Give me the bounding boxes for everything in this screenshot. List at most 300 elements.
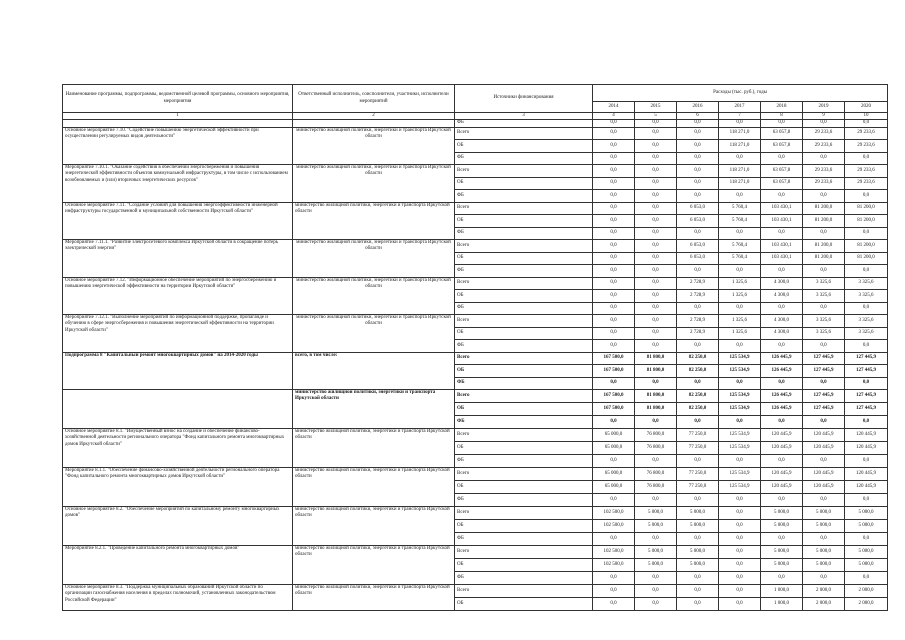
value-cell: 0,0 xyxy=(635,455,677,468)
value-cell: 0,0 xyxy=(593,377,635,390)
value-cell: 63 057,8 xyxy=(761,127,803,140)
funding-source-cell: ФБ xyxy=(455,302,593,315)
value-cell: 0,0 xyxy=(761,572,803,585)
value-cell: 0,0 xyxy=(719,190,761,203)
column-index: 4 xyxy=(593,113,635,120)
value-cell: 0,0 xyxy=(845,120,888,128)
value-cell: 0,0 xyxy=(719,533,761,546)
value-cell: 0,0 xyxy=(677,140,719,153)
value-cell: 81 800,0 xyxy=(635,365,677,378)
value-cell: 63 057,8 xyxy=(761,177,803,190)
funding-source-cell: ФБ xyxy=(455,533,593,546)
value-cell: 0,0 xyxy=(719,455,761,468)
value-cell: 0,0 xyxy=(593,572,635,585)
value-cell: 167 500,0 xyxy=(593,365,635,378)
value-cell: 0,0 xyxy=(593,152,635,165)
value-cell: 81 200,0 xyxy=(845,240,888,253)
value-cell: 0,0 xyxy=(719,227,761,240)
value-cell: 29 233,6 xyxy=(803,140,845,153)
value-cell: 0,0 xyxy=(635,533,677,546)
value-cell: 0,0 xyxy=(845,227,888,240)
table-row xyxy=(63,165,888,178)
value-cell: 5 760,4 xyxy=(719,215,761,228)
value-cell: 120 445,9 xyxy=(845,481,888,494)
funding-source-cell: ФБ xyxy=(455,265,593,278)
funding-source-cell: ОБ xyxy=(455,559,593,572)
value-cell: 0,0 xyxy=(845,416,888,429)
value-cell: 63 057,8 xyxy=(761,165,803,178)
value-cell: 126 445,9 xyxy=(761,352,803,365)
year-header: 2017 xyxy=(719,102,761,113)
value-cell: 65 000,0 xyxy=(593,429,635,442)
funding-source-cell: ФБ xyxy=(455,494,593,507)
responsible-cell xyxy=(293,120,455,128)
value-cell: 0,0 xyxy=(635,302,677,315)
year-header: 2019 xyxy=(803,102,845,113)
responsible-cell: министерство жилищной политики, энергетики и транспорта Иркутской области xyxy=(293,202,455,240)
value-cell: 0,0 xyxy=(593,327,635,340)
year-header: 2015 xyxy=(635,102,677,113)
value-cell: 0,0 xyxy=(677,227,719,240)
responsible-cell: министерство жилищной политики, энергетики и транспорта Иркутской области xyxy=(293,165,455,203)
value-cell: 126 445,9 xyxy=(761,390,803,403)
value-cell: 127 445,9 xyxy=(845,352,888,365)
value-cell: 0,0 xyxy=(635,340,677,353)
value-cell: 0,0 xyxy=(677,152,719,165)
value-cell: 0,0 xyxy=(593,315,635,328)
responsible-cell: министерство жилищной политики, энергетики и транспорта Иркутской области xyxy=(293,546,455,585)
value-cell: 0,0 xyxy=(803,302,845,315)
responsible-cell: всего, в том числе: xyxy=(293,352,455,390)
value-cell: 125 534,9 xyxy=(719,352,761,365)
value-cell: 0,0 xyxy=(677,494,719,507)
funding-source-cell: ОБ xyxy=(455,598,593,611)
value-cell: 0,0 xyxy=(593,533,635,546)
value-cell: 3 325,6 xyxy=(845,290,888,303)
value-cell: 5 000,0 xyxy=(761,559,803,572)
value-cell: 5 000,0 xyxy=(677,520,719,533)
funding-source-cell: Всего xyxy=(455,468,593,481)
value-cell: 0,0 xyxy=(593,252,635,265)
value-cell: 5 000,0 xyxy=(635,507,677,520)
value-cell: 127 445,9 xyxy=(803,390,845,403)
value-cell: 167 500,0 xyxy=(593,390,635,403)
funding-source-cell: Всего xyxy=(455,507,593,520)
column-index: 2 xyxy=(293,113,455,120)
value-cell: 0,0 xyxy=(677,572,719,585)
value-cell: 0,0 xyxy=(635,152,677,165)
value-cell: 5 760,4 xyxy=(719,240,761,253)
value-cell: 0,0 xyxy=(761,265,803,278)
value-cell: 2 728,9 xyxy=(677,277,719,290)
value-cell: 1 325,6 xyxy=(719,327,761,340)
value-cell: 127 445,9 xyxy=(845,390,888,403)
value-cell: 0,0 xyxy=(635,165,677,178)
header-source: Источники финансирования xyxy=(455,85,593,113)
value-cell: 0,0 xyxy=(593,202,635,215)
value-cell: 0,0 xyxy=(635,215,677,228)
value-cell: 5 760,4 xyxy=(719,252,761,265)
value-cell: 0,0 xyxy=(593,494,635,507)
responsible-cell: министерство жилищной политики, энергетики и транспорта Иркутской области xyxy=(293,315,455,353)
value-cell: 103 430,1 xyxy=(761,240,803,253)
value-cell: 0,0 xyxy=(845,572,888,585)
value-cell: 6 053,0 xyxy=(677,202,719,215)
value-cell: 102 500,0 xyxy=(593,507,635,520)
table-row xyxy=(63,277,888,290)
funding-source-cell: ОБ xyxy=(455,252,593,265)
value-cell: 5 000,0 xyxy=(803,507,845,520)
value-cell: 0,0 xyxy=(803,340,845,353)
responsible-cell: министерство жилищной политики, энергетики и транспорта Иркутской области xyxy=(293,507,455,546)
funding-source-cell: ОБ xyxy=(455,177,593,190)
table-row xyxy=(63,546,888,559)
value-cell: 2 728,9 xyxy=(677,315,719,328)
value-cell: 0,0 xyxy=(677,265,719,278)
value-cell: 0,0 xyxy=(593,215,635,228)
value-cell: 0,0 xyxy=(719,416,761,429)
value-cell: 0,0 xyxy=(593,127,635,140)
value-cell: 0,0 xyxy=(761,227,803,240)
value-cell: 0,0 xyxy=(677,127,719,140)
program-name-cell xyxy=(63,390,293,429)
value-cell: 5 000,0 xyxy=(761,546,803,559)
header-responsible: Ответственный исполнитель, соисполнители, участники, исполнители мероприятий xyxy=(293,85,455,113)
value-cell: 76 800,0 xyxy=(635,442,677,455)
value-cell: 0,0 xyxy=(719,494,761,507)
funding-source-cell: Всего xyxy=(455,127,593,140)
value-cell: 0,0 xyxy=(677,190,719,203)
value-cell: 120 445,9 xyxy=(761,481,803,494)
program-name-cell: Основное мероприятие 7.12. "Информационное обеспечение мероприятий по энергосбережению и повышению энергетической эффективности на территории Иркутской области" xyxy=(63,277,293,315)
value-cell: 102 500,0 xyxy=(593,559,635,572)
value-cell: 0,0 xyxy=(593,290,635,303)
value-cell: 5 000,0 xyxy=(635,546,677,559)
value-cell: 120 445,9 xyxy=(761,468,803,481)
program-name-cell: Основное мероприятие 8.1. "Имущественный взнос на создание и обеспечение финансово-хозяйственной деятельности регионального оператора "Фонд капитального ремонта многоквартирных домов Иркутской области" xyxy=(63,429,293,468)
program-name-cell: Основное мероприятие 7.11. "Создание условий для повышения энергоэффективности инженерной инфраструктуры государственной и муниципальной собственности Иркутской области" xyxy=(63,202,293,240)
value-cell: 0,0 xyxy=(761,455,803,468)
budget-document xyxy=(62,84,888,611)
value-cell: 127 445,9 xyxy=(845,365,888,378)
value-cell: 76 800,0 xyxy=(635,468,677,481)
table-row xyxy=(63,352,888,365)
value-cell: 5 000,0 xyxy=(803,559,845,572)
value-cell: 167 500,0 xyxy=(593,352,635,365)
value-cell: 76 800,0 xyxy=(635,429,677,442)
value-cell: 0,0 xyxy=(719,120,761,128)
funding-source-cell: ФБ xyxy=(455,190,593,203)
funding-source-cell: ФБ xyxy=(455,340,593,353)
value-cell: 5 000,0 xyxy=(635,520,677,533)
value-cell: 120 445,9 xyxy=(803,468,845,481)
value-cell: 5 000,0 xyxy=(845,507,888,520)
value-cell: 1 325,6 xyxy=(719,290,761,303)
responsible-cell: министерство жилищной политики, энергетики и транспорта Иркутской области xyxy=(293,468,455,507)
funding-source-cell: Всего xyxy=(455,277,593,290)
value-cell: 125 534,9 xyxy=(719,365,761,378)
responsible-cell: министерство жилищной политики, энергетики и транспорта Иркутской области xyxy=(293,277,455,315)
value-cell: 120 445,9 xyxy=(761,442,803,455)
value-cell: 0,0 xyxy=(635,127,677,140)
value-cell: 120 445,9 xyxy=(845,442,888,455)
column-index: 7 xyxy=(719,113,761,120)
program-name-cell: Мероприятие 8.1.1. "Обеспечение финансово-хозяйственной деятельности регионального оператора "Фонд капитального ремонта многоквартирных домов Иркутской области" xyxy=(63,468,293,507)
table-row xyxy=(63,315,888,328)
value-cell: 2 728,9 xyxy=(677,290,719,303)
year-header: 2016 xyxy=(677,102,719,113)
value-cell: 0,0 xyxy=(593,277,635,290)
funding-source-cell: Всего xyxy=(455,390,593,403)
value-cell: 63 057,8 xyxy=(761,140,803,153)
value-cell: 81 200,0 xyxy=(803,240,845,253)
funding-source-cell: Всего xyxy=(455,240,593,253)
value-cell: 6 053,0 xyxy=(677,252,719,265)
value-cell: 2 728,9 xyxy=(677,327,719,340)
value-cell: 5 000,0 xyxy=(761,520,803,533)
value-cell: 0,0 xyxy=(719,340,761,353)
value-cell: 0,0 xyxy=(635,277,677,290)
expenses-table xyxy=(62,84,888,611)
value-cell: 127 445,9 xyxy=(803,403,845,416)
funding-source-cell: ФБ xyxy=(455,377,593,390)
value-cell: 0,0 xyxy=(593,265,635,278)
value-cell: 5 000,0 xyxy=(845,559,888,572)
value-cell: 1 000,0 xyxy=(761,598,803,611)
header-name: Наименование программы, подпрограммы, ведомственной целевой программы, основного мероприятия, мероприятия xyxy=(63,85,293,113)
funding-source-cell: ФБ xyxy=(455,152,593,165)
value-cell: 0,0 xyxy=(803,533,845,546)
value-cell: 120 445,9 xyxy=(845,429,888,442)
value-cell: 5 760,4 xyxy=(719,202,761,215)
value-cell: 5 000,0 xyxy=(761,507,803,520)
program-name-cell: Основное мероприятие 8.2. "Обеспечение мероприятий по капитальному ремонту многоквартирных домов" xyxy=(63,507,293,546)
value-cell: 0,0 xyxy=(803,152,845,165)
responsible-cell: министерство жилищной политики, энергетики и транспорта Иркутской области xyxy=(293,127,455,165)
value-cell: 77 250,0 xyxy=(677,481,719,494)
funding-source-cell: Всего xyxy=(455,585,593,598)
value-cell: 0,0 xyxy=(677,533,719,546)
value-cell: 81 800,0 xyxy=(635,403,677,416)
value-cell: 2 000,0 xyxy=(845,585,888,598)
value-cell: 82 250,0 xyxy=(677,403,719,416)
program-name-cell xyxy=(63,120,293,128)
value-cell: 0,0 xyxy=(635,252,677,265)
value-cell: 0,0 xyxy=(593,120,635,128)
column-index: 3 xyxy=(455,113,593,120)
value-cell: 81 200,0 xyxy=(803,202,845,215)
value-cell: 4 300,0 xyxy=(761,277,803,290)
value-cell: 125 534,9 xyxy=(719,429,761,442)
value-cell: 76 800,0 xyxy=(635,481,677,494)
funding-source-cell: ФБ xyxy=(455,455,593,468)
value-cell: 3 325,6 xyxy=(803,327,845,340)
value-cell: 4 300,0 xyxy=(761,327,803,340)
value-cell: 0,0 xyxy=(677,585,719,598)
column-index: 10 xyxy=(845,113,888,120)
value-cell: 0,0 xyxy=(719,559,761,572)
value-cell: 0,0 xyxy=(635,190,677,203)
value-cell: 0,0 xyxy=(635,177,677,190)
value-cell: 0,0 xyxy=(845,377,888,390)
responsible-cell: министерство жилищной политики, энергетики и транспорта Иркутской области xyxy=(293,429,455,468)
funding-source-cell: Всего xyxy=(455,202,593,215)
year-header: 2020 xyxy=(845,102,888,113)
value-cell: 0,0 xyxy=(761,340,803,353)
responsible-cell: министерство жилищной политики, энергетики и транспорта Иркутской области xyxy=(293,585,455,611)
value-cell: 0,0 xyxy=(635,598,677,611)
value-cell: 125 534,9 xyxy=(719,390,761,403)
value-cell: 3 325,6 xyxy=(803,315,845,328)
value-cell: 0,0 xyxy=(635,120,677,128)
value-cell: 29 233,6 xyxy=(803,165,845,178)
value-cell: 0,0 xyxy=(593,140,635,153)
program-name-cell: Мероприятие 7.12.1. "Выполнение мероприятий по информационной поддержке, пропаганде и обучению в сфере энергосбережения и повышения энергетической эффективности на территории Иркутской области" xyxy=(63,315,293,353)
table-row xyxy=(63,429,888,442)
value-cell: 0,0 xyxy=(593,177,635,190)
program-name-cell: Мероприятие 8.2.1. "Проведение капитального ремонта многоквартирных домов" xyxy=(63,546,293,585)
value-cell: 0,0 xyxy=(635,202,677,215)
value-cell: 4 300,0 xyxy=(761,290,803,303)
header-row xyxy=(63,85,888,102)
table-row xyxy=(63,240,888,253)
value-cell: 77 250,0 xyxy=(677,468,719,481)
value-cell: 6 053,0 xyxy=(677,215,719,228)
value-cell: 0,0 xyxy=(719,572,761,585)
value-cell: 0,0 xyxy=(803,455,845,468)
column-index: 6 xyxy=(677,113,719,120)
value-cell: 0,0 xyxy=(719,546,761,559)
value-cell: 81 200,0 xyxy=(845,215,888,228)
value-cell: 127 445,9 xyxy=(845,403,888,416)
funding-source-cell: ОБ xyxy=(455,365,593,378)
value-cell: 2 000,0 xyxy=(803,585,845,598)
value-cell: 65 000,0 xyxy=(593,442,635,455)
value-cell: 3 325,6 xyxy=(803,277,845,290)
value-cell: 0,0 xyxy=(761,302,803,315)
value-cell: 0,0 xyxy=(593,455,635,468)
value-cell: 5 000,0 xyxy=(845,520,888,533)
responsible-cell: министерство жилищной политики, энергетики и транспорта Иркутской области xyxy=(293,240,455,278)
value-cell: 0,0 xyxy=(803,377,845,390)
value-cell: 0,0 xyxy=(677,177,719,190)
table-row xyxy=(63,507,888,520)
table-row xyxy=(63,390,888,403)
value-cell: 0,0 xyxy=(635,377,677,390)
funding-source-cell: ОБ xyxy=(455,442,593,455)
value-cell: 0,0 xyxy=(677,416,719,429)
value-cell: 3 325,6 xyxy=(845,277,888,290)
value-cell: 0,0 xyxy=(803,120,845,128)
value-cell: 5 000,0 xyxy=(635,559,677,572)
value-cell: 65 000,0 xyxy=(593,468,635,481)
value-cell: 0,0 xyxy=(845,190,888,203)
value-cell: 103 430,1 xyxy=(761,202,803,215)
program-name-cell: Мероприятие 7.11.1. "Развитие электросетевого комплекса Иркутской области в сокращение потерь электрической энергии" xyxy=(63,240,293,278)
value-cell: 102 500,0 xyxy=(593,520,635,533)
value-cell: 0,0 xyxy=(635,494,677,507)
value-cell: 0,0 xyxy=(677,302,719,315)
value-cell: 0,0 xyxy=(677,165,719,178)
value-cell: 0,0 xyxy=(845,455,888,468)
value-cell: 3 325,6 xyxy=(845,315,888,328)
funding-source-cell: Всего xyxy=(455,429,593,442)
value-cell: 5 000,0 xyxy=(677,507,719,520)
header-expenses: Расходы (тыс. руб.), годы xyxy=(593,85,888,102)
value-cell: 120 445,9 xyxy=(761,429,803,442)
value-cell: 0,0 xyxy=(719,377,761,390)
value-cell: 5 000,0 xyxy=(803,546,845,559)
value-cell: 29 233,6 xyxy=(803,127,845,140)
value-cell: 120 445,9 xyxy=(803,442,845,455)
value-cell: 1 325,6 xyxy=(719,277,761,290)
value-cell: 0,0 xyxy=(635,572,677,585)
value-cell: 29 233,6 xyxy=(845,177,888,190)
value-cell: 0,0 xyxy=(593,416,635,429)
value-cell: 0,0 xyxy=(845,340,888,353)
value-cell: 120 445,9 xyxy=(845,468,888,481)
value-cell: 2 000,0 xyxy=(803,598,845,611)
value-cell: 125 534,9 xyxy=(719,468,761,481)
funding-source-cell: ФБ xyxy=(455,416,593,429)
value-cell: 0,0 xyxy=(845,302,888,315)
value-cell: 125 534,9 xyxy=(719,403,761,416)
value-cell: 65 000,0 xyxy=(593,481,635,494)
value-cell: 5 000,0 xyxy=(677,546,719,559)
year-header: 2018 xyxy=(761,102,803,113)
value-cell: 0,0 xyxy=(593,165,635,178)
value-cell: 0,0 xyxy=(761,377,803,390)
value-cell: 103 430,1 xyxy=(761,252,803,265)
value-cell: 102 500,0 xyxy=(593,546,635,559)
table-row xyxy=(63,468,888,481)
value-cell: 0,0 xyxy=(719,507,761,520)
value-cell: 0,0 xyxy=(761,190,803,203)
value-cell: 0,0 xyxy=(761,533,803,546)
value-cell: 82 250,0 xyxy=(677,365,719,378)
index-row xyxy=(63,113,888,120)
value-cell: 0,0 xyxy=(677,340,719,353)
value-cell: 6 053,0 xyxy=(677,240,719,253)
funding-source-cell: ОБ xyxy=(455,215,593,228)
funding-source-cell: ФБ xyxy=(455,120,593,128)
year-header: 2014 xyxy=(593,102,635,113)
funding-source-cell: Всего xyxy=(455,352,593,365)
funding-source-cell: ОБ xyxy=(455,290,593,303)
program-name-cell: Подпрограмма 8 "Капитальный ремонт многоквартирных домов" на 2014-2020 годы xyxy=(63,352,293,390)
value-cell: 126 445,9 xyxy=(761,403,803,416)
table-row xyxy=(63,127,888,140)
column-index: 5 xyxy=(635,113,677,120)
value-cell: 118 271,0 xyxy=(719,127,761,140)
funding-source-cell: ОБ xyxy=(455,140,593,153)
value-cell: 0,0 xyxy=(635,327,677,340)
value-cell: 0,0 xyxy=(635,240,677,253)
value-cell: 0,0 xyxy=(845,152,888,165)
value-cell: 0,0 xyxy=(761,494,803,507)
value-cell: 0,0 xyxy=(677,377,719,390)
value-cell: 0,0 xyxy=(803,416,845,429)
value-cell: 5 000,0 xyxy=(803,520,845,533)
column-index: 1 xyxy=(63,113,293,120)
table-row xyxy=(63,120,888,128)
value-cell: 0,0 xyxy=(593,227,635,240)
value-cell: 29 233,6 xyxy=(845,165,888,178)
value-cell: 81 200,0 xyxy=(803,215,845,228)
value-cell: 0,0 xyxy=(719,265,761,278)
value-cell: 29 233,6 xyxy=(845,127,888,140)
table-row xyxy=(63,585,888,598)
